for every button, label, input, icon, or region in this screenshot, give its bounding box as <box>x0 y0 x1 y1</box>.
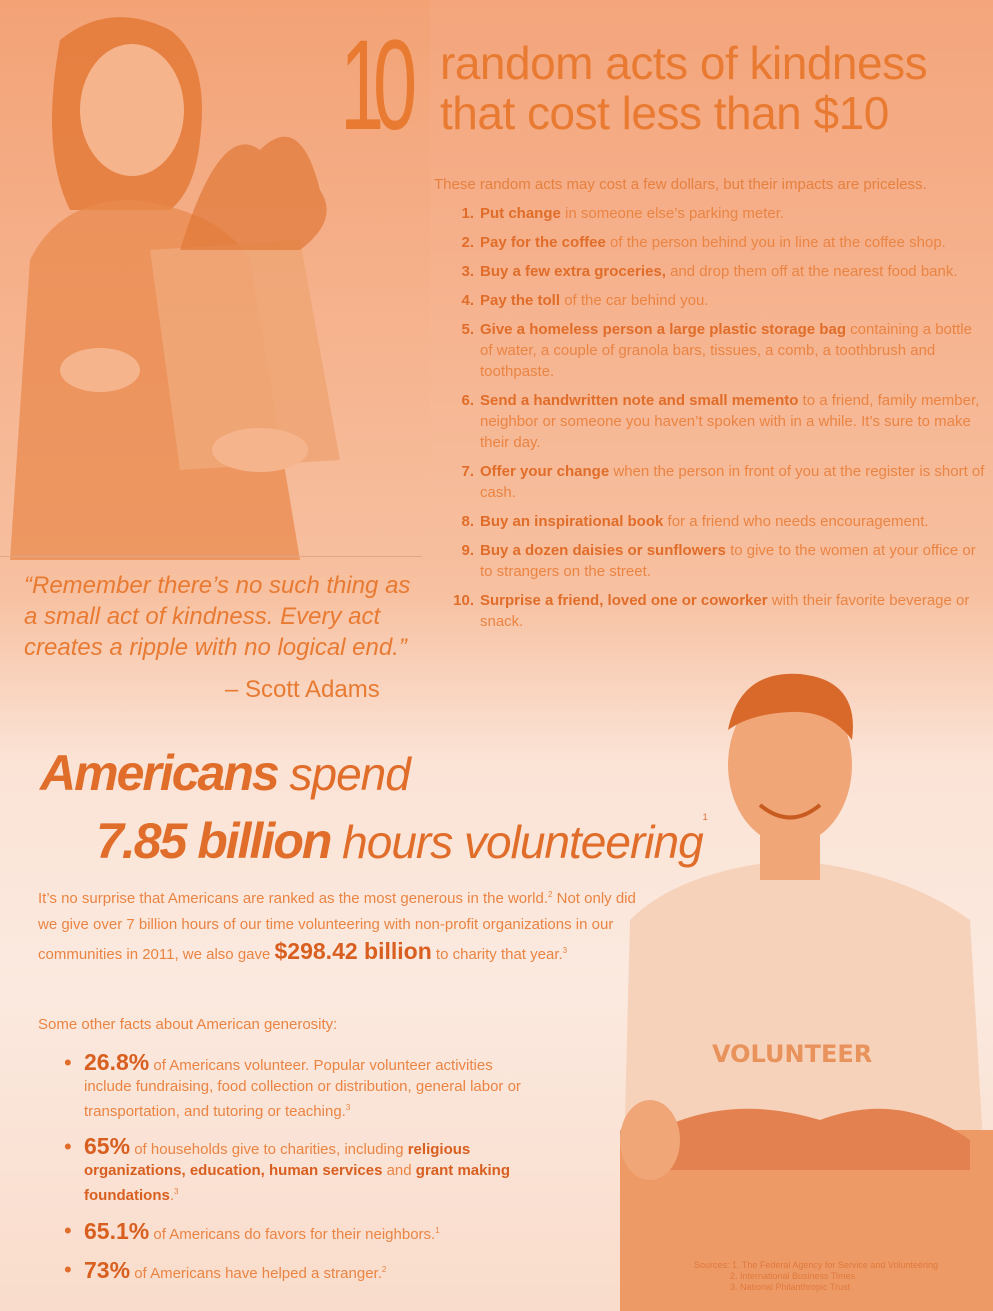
charity-amount: $298.42 billion <box>274 938 432 964</box>
bullet-icon: • <box>64 1257 72 1282</box>
title-line-1: random acts of kindness <box>440 37 928 89</box>
facts-intro: Some other facts about American generosity: <box>38 1016 338 1033</box>
item-number: 8. <box>461 513 474 530</box>
list-item <box>448 590 988 632</box>
kindness-list <box>448 203 988 640</box>
generosity-paragraph: It’s no surprise that Americans are ranked as the most generous in the world.$^2$ Not only did we give over 7 billion hours of our time volunteering with non-profit organizations in our communities in 2011, we also gave $298.42 billion to charity that year.$^3$ <box>38 890 636 964</box>
list-item: • 73% of Americans have helped a stranger.$^2$ <box>64 1257 387 1283</box>
bullet-icon: • <box>64 1218 72 1243</box>
item-text: Put change in someone else’s parking meter. <box>480 205 785 222</box>
list-item <box>448 203 988 224</box>
list-item: • 26.8% of Americans volunteer. Popular volunteer activities include fundraising, food collection or distribution, general labor or transportation, and tutoring or teaching.$^3$ <box>64 1049 521 1120</box>
item-text: Pay for the coffee of the person behind you in line at the coffee shop. <box>480 234 946 251</box>
list-item: • 65.1% of Americans do favors for their neighbors.$^1$ <box>64 1218 440 1244</box>
headline-line-2: 7.85 billion hours volunteering$^1$ <box>96 812 708 869</box>
quote-author: – Scott Adams <box>225 676 380 703</box>
footnote-marker: 1 <box>702 812 708 822</box>
list-item <box>448 540 988 582</box>
list-item <box>448 261 988 282</box>
item-number: 6. <box>461 392 474 409</box>
list-item <box>448 232 988 253</box>
bullet-icon: • <box>64 1050 72 1075</box>
item-number: 10. <box>453 592 474 609</box>
item-text: Buy a dozen daisies or sunflowers to give to the women at your office or to strangers on the street. <box>480 542 976 580</box>
volunteer-man-photo <box>600 670 993 1311</box>
item-number: 7. <box>461 463 474 480</box>
shirt-text: VOLUNTEER <box>712 1040 873 1068</box>
bullet-icon: • <box>64 1134 72 1159</box>
quote-text: “Remember there’s no such thing as a small act of kindness. Every act creates a ripple with no logical end.” <box>24 572 411 661</box>
headline-line-1: Americans spend <box>40 745 410 801</box>
item-text: Buy an inspirational book for a friend who needs encouragement. <box>480 513 929 530</box>
item-text: Buy a few extra groceries, and drop them off at the nearest food bank. <box>480 263 958 280</box>
list-item <box>448 461 988 503</box>
item-text: Surprise a friend, loved one or coworker with their favorite beverage or snack. <box>480 592 970 630</box>
list-item <box>448 319 988 382</box>
page-title <box>440 38 927 138</box>
list-item <box>448 290 988 311</box>
divider <box>0 556 422 557</box>
number-ten: 10 <box>340 14 406 157</box>
item-text: Pay the toll of the car behind you. <box>480 292 709 309</box>
list-item: • 65% of households give to charities, including religious organizations, education, human services and grant making foundations.$^3$ <box>64 1133 510 1204</box>
item-number: 3. <box>461 263 474 280</box>
item-number: 4. <box>461 292 474 309</box>
list-item <box>448 511 988 532</box>
list-item <box>448 390 988 453</box>
item-number: 2. <box>461 234 474 251</box>
sources: Sources: 1. The Federal Agency for Service and Volunteering 2. International Business Times 3. National Philanthropic Trust <box>694 1260 938 1292</box>
title-line-2: that cost less than $10 <box>440 87 889 139</box>
item-number: 5. <box>461 321 474 338</box>
facts-list <box>64 1049 544 1298</box>
item-text: Give a homeless person a large plastic storage bag containing a bottle of water, a couple of granola bars, tissues, a comb, a toothbrush and toothpaste. <box>480 321 972 380</box>
intro-text: These random acts may cost a few dollars, but their impacts are priceless. <box>434 176 927 193</box>
item-number: 9. <box>461 542 474 559</box>
item-text: Send a handwritten note and small memento to a friend, family member, neighbor or someone you haven’t spoken with in a while. It’s sure to make their day. <box>480 392 980 451</box>
item-text: Offer your change when the person in front of you at the register is short of cash. <box>480 463 985 501</box>
item-number: 1. <box>461 205 474 222</box>
